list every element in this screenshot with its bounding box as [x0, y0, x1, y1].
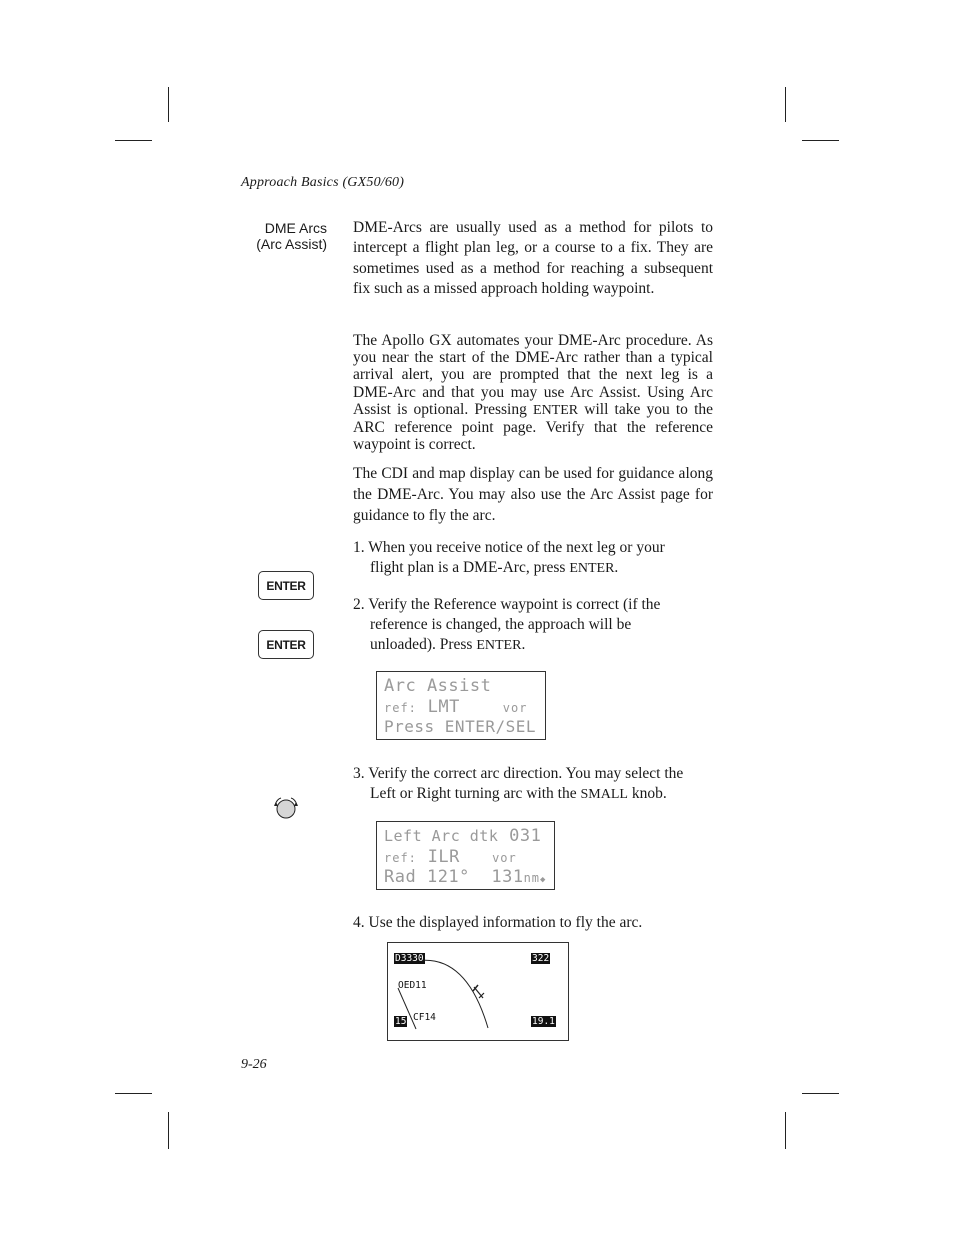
crop-mark — [168, 1112, 169, 1149]
step-text: Left or Right turning arc with the — [370, 785, 581, 802]
map-readout-top-right — [531, 953, 550, 964]
key-name: SMALL — [580, 787, 628, 802]
step-text: 3. Verify the correct arc direction. You may select the — [353, 765, 684, 782]
step-text-cont — [353, 635, 723, 656]
running-header: Approach Basics (GX50/60) — [241, 175, 405, 190]
lcd-value: 031 — [498, 826, 542, 846]
arrow-icon: ◆ — [540, 875, 546, 885]
step-text-cont — [353, 784, 723, 805]
section-side-label — [240, 220, 327, 252]
enter-button[interactable]: ENTER — [258, 571, 314, 600]
lcd-label: Left Arc dtk — [384, 827, 499, 845]
map-readout-bottom-left — [394, 1016, 407, 1027]
crop-mark — [115, 1093, 152, 1094]
step-4: 4. Use the displayed information to fly the arc. — [353, 914, 643, 931]
crop-mark — [168, 87, 169, 122]
map-display — [387, 942, 569, 1041]
lcd-waypoint: ILR — [416, 846, 493, 867]
map-value: 15 — [395, 1016, 407, 1027]
step-3 — [353, 764, 723, 805]
paragraph-guidance: The CDI and map display can be used for guidance along the DME-Arc. You may also use the Arc Assist page for guidance to fly the arc. — [353, 465, 713, 524]
left-arc-screen — [376, 821, 555, 890]
step-text-cont — [353, 558, 723, 579]
lcd-title: Arc Assist — [384, 676, 492, 696]
side-label-line: DME Arcs — [264, 220, 327, 236]
map-readout-top-left — [394, 953, 425, 964]
paragraph-automation — [353, 332, 713, 453]
lcd-label: ref: — [384, 850, 417, 865]
lcd-label: Rad — [384, 867, 417, 887]
step-text: . — [614, 559, 619, 576]
lcd-prompt: Press ENTER/SEL — [384, 717, 536, 736]
step-1 — [353, 538, 723, 579]
step-text: flight plan is a DME-Arc, press — [370, 559, 570, 576]
lcd-unit: nm — [523, 871, 541, 885]
lcd-reference-row — [384, 697, 545, 718]
lcd-waypoint-type: vor — [492, 850, 517, 865]
crop-mark — [115, 140, 152, 141]
lcd-waypoint-type: vor — [502, 700, 528, 715]
step-text: . — [521, 636, 526, 653]
crop-mark — [802, 1093, 839, 1094]
crop-mark — [785, 1112, 786, 1149]
map-readout-bottom-right — [531, 1016, 556, 1027]
enter-button[interactable]: ENTER — [258, 630, 314, 659]
step-2 — [353, 595, 723, 656]
map-value: D3330 — [395, 953, 424, 964]
step-text: 1. When you receive notice of the next leg or your — [353, 539, 665, 556]
step-text: unloaded). Press — [370, 636, 477, 653]
small-knob-icon[interactable] — [271, 796, 301, 820]
lcd-reference-row — [384, 847, 554, 868]
key-name: ENTER — [533, 402, 579, 418]
lcd-value: 121° 131 — [416, 867, 524, 887]
page-number: 9-26 — [241, 1057, 267, 1072]
key-name: ENTER — [476, 638, 522, 653]
step-text: knob. — [627, 785, 667, 802]
map-value: 19.1 — [532, 1016, 555, 1027]
map-value: 322 — [532, 953, 550, 964]
side-label-line: (Arc Assist) — [256, 236, 327, 252]
map-waypoint-label: CF14 — [413, 1012, 436, 1023]
crop-mark — [785, 87, 786, 122]
crop-mark — [802, 140, 839, 141]
arc-assist-screen — [376, 671, 546, 740]
step-text: 2. Verify the Reference waypoint is correct (if the — [353, 596, 661, 613]
lcd-arc-row — [384, 826, 554, 847]
lcd-radial-row — [384, 867, 554, 888]
map-waypoint-label: OED11 — [398, 980, 427, 991]
key-name: ENTER — [569, 561, 615, 576]
step-text: reference is changed, the approach will be — [370, 616, 632, 633]
paragraph-text: The Apollo GX automates your DME-Arc procedure. As you near the start of the DME-Arc rather than a typical arrival alert, you are prompted that the next leg is a DME-Arc and that you may use Arc Assist. Using Arc Assist is optional. Pressing — [353, 332, 713, 418]
lcd-waypoint: LMT — [416, 696, 503, 717]
paragraph-intro: DME-Arcs are usually used as a method for pilots to intercept a flight plan leg, or a course to a fix. They are sometimes used as a method for reaching a subsequent fix such as a missed approach holding waypoint. — [353, 219, 713, 298]
lcd-label: ref: — [384, 700, 417, 715]
paragraph-text: will take you to the ARC reference point page. Verify that the reference waypoint is correct. — [353, 400, 713, 454]
